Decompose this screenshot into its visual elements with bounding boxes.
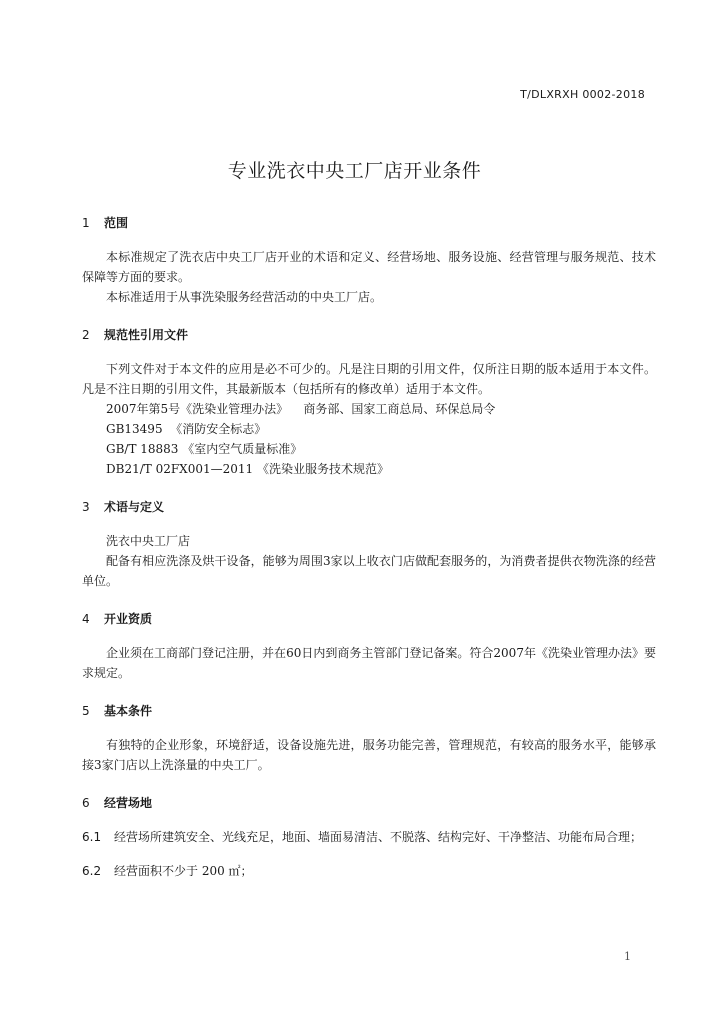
section-number: 2	[82, 328, 90, 342]
section-scope	[82, 213, 656, 307]
document-code: T/DLXRXH 0002-2018	[520, 88, 645, 101]
section-title: 开业资质	[104, 612, 153, 626]
clause-number: 6.2	[82, 864, 102, 878]
section-number: 6	[82, 796, 90, 810]
document-body	[82, 213, 656, 881]
reference-item: GB/T 18883 《室内空气质量标准》	[106, 442, 303, 456]
section-heading	[82, 325, 656, 345]
section-number: 4	[82, 612, 90, 626]
section-heading	[82, 609, 656, 629]
term: 洗衣中央工厂店	[106, 534, 191, 548]
clause-item	[82, 861, 656, 881]
page-title: 专业洗衣中央工厂店开业条件	[227, 160, 482, 182]
section-business-premises	[82, 793, 656, 881]
section-heading	[82, 497, 656, 517]
reference-item: 2007年第5号《洗染业管理办法》 商务部、国家工商总局、环保总局令	[106, 402, 496, 416]
section-heading	[82, 213, 656, 233]
section-basic-conditions	[82, 701, 656, 775]
paragraph: 企业须在工商部门登记注册，并在60日内到商务主管部门登记备案。符合2007年《洗染业管理办法》要求规定。	[82, 646, 656, 680]
paragraph: 本标准规定了洗衣店中央工厂店开业的术语和定义、经营场地、服务设施、经营管理与服务规范、技术保障等方面的要求。	[82, 250, 656, 284]
section-terms-definitions	[82, 497, 656, 591]
section-title: 术语与定义	[104, 500, 165, 514]
clause-text: 经营面积不少于 200 ㎡；	[114, 864, 253, 878]
section-number: 1	[82, 216, 90, 230]
section-title: 规范性引用文件	[104, 328, 189, 342]
section-title: 基本条件	[104, 704, 153, 718]
section-normative-references	[82, 325, 656, 479]
clause-item	[82, 827, 656, 847]
section-qualifications	[82, 609, 656, 683]
section-heading	[82, 793, 656, 813]
paragraph: 本标准适用于从事洗染服务经营活动的中央工厂店。	[106, 290, 383, 304]
section-number: 3	[82, 500, 90, 514]
section-number: 5	[82, 704, 90, 718]
reference-item: GB13495 《消防安全标志》	[106, 422, 267, 436]
section-heading	[82, 701, 656, 721]
clause-text: 经营场所建筑安全、光线充足，地面、墙面易清洁、不脱落、结构完好、干净整洁、功能布局合理；	[114, 830, 643, 844]
paragraph: 下列文件对于本文件的应用是必不可少的。凡是注日期的引用文件，仅所注日期的版本适用于本文件。凡是不注日期的引用文件，其最新版本（包括所有的修改单）适用于本文件。	[82, 362, 656, 396]
section-title: 经营场地	[104, 796, 153, 810]
clause-number: 6.1	[82, 830, 102, 844]
reference-item: DB21/T 02FX001—2011 《洗染业服务技术规范》	[106, 462, 389, 476]
section-title: 范围	[104, 216, 129, 230]
page-number: 1	[624, 950, 631, 963]
paragraph: 有独特的企业形象，环境舒适，设备设施先进，服务功能完善，管理规范，有较高的服务水平，能够承接3家门店以上洗涤量的中央工厂。	[82, 738, 656, 772]
definition: 配备有相应洗涤及烘干设备，能够为周围3家以上收衣门店做配套服务的，为消费者提供衣物洗涤的经营单位。	[82, 554, 656, 588]
